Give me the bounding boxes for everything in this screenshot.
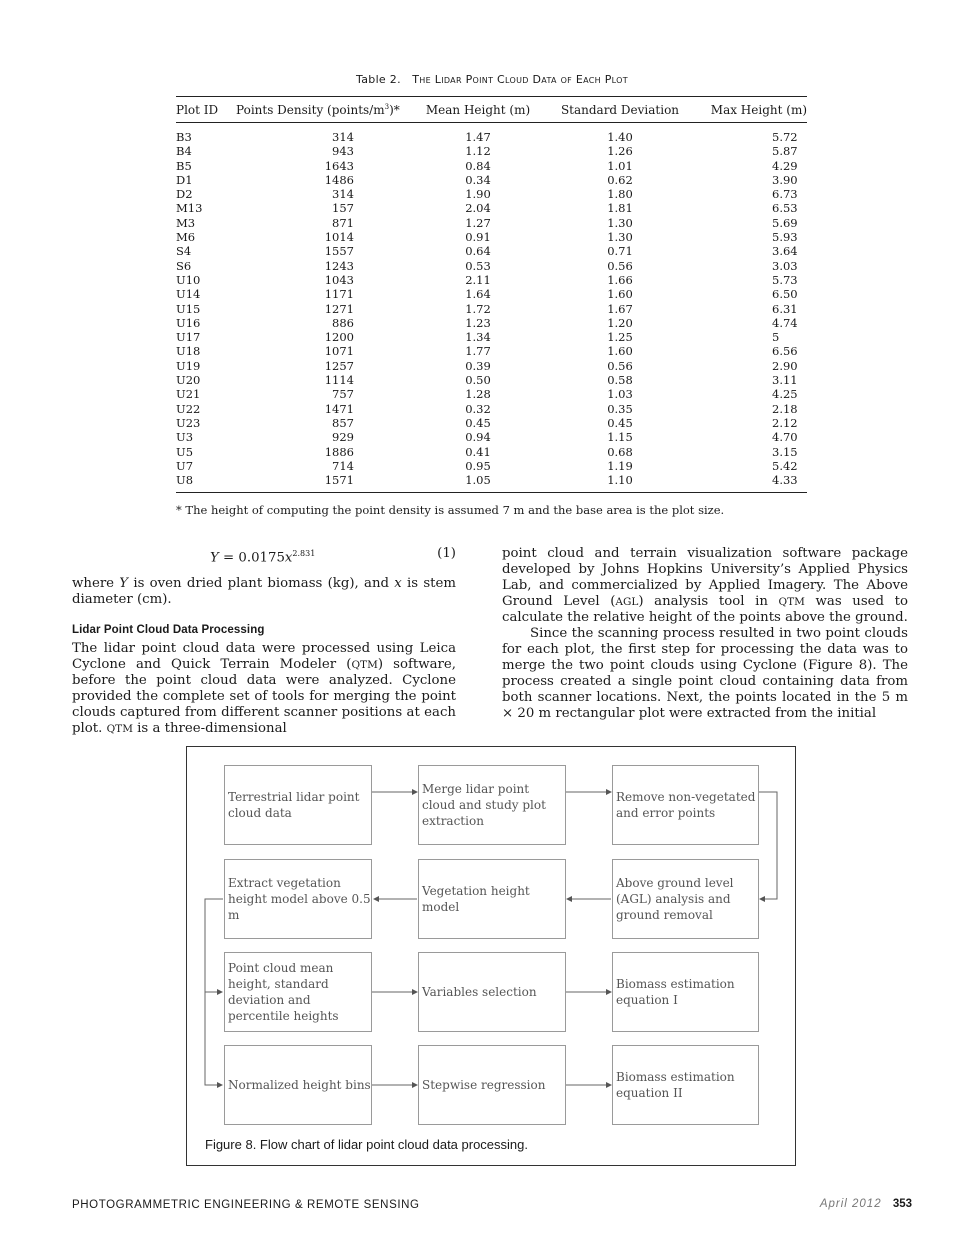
table-row	[176, 473, 807, 493]
cell-density: 1014	[324, 230, 354, 245]
cell-sd: 0.62	[607, 172, 633, 187]
cell-mean-height: 1.64	[465, 287, 491, 302]
table-row	[176, 216, 807, 230]
cell-mean-height: 0.64	[465, 244, 491, 259]
table-row	[176, 302, 807, 316]
table-row	[176, 430, 807, 444]
cell-max-height: 5.87	[772, 144, 798, 159]
journal-name: PHOTOGRAMMETRIC ENGINEERING & REMOTE SENSING	[72, 1199, 420, 1211]
cell-density: 1171	[324, 287, 354, 302]
table-caption	[0, 73, 960, 86]
cell-max-height: 3.11	[772, 373, 798, 388]
cell-mean-height: 1.77	[465, 344, 491, 359]
arrow-b3-b6	[758, 792, 777, 899]
cell-max-height: 6.56	[772, 344, 798, 359]
cell-density: 1886	[324, 444, 354, 459]
cell-max-height: 4.29	[772, 158, 798, 173]
left-column	[72, 546, 456, 737]
table-body	[176, 123, 807, 493]
cell-sd: 1.80	[607, 187, 633, 202]
cell-sd: 1.40	[607, 130, 633, 144]
cell-sd: 0.56	[607, 258, 633, 273]
cell-mean-height: 1.12	[465, 144, 491, 159]
cell-density: 929	[332, 430, 354, 445]
cell-plot-id: U16	[176, 315, 201, 330]
table-row	[176, 230, 807, 244]
cell-density: 1557	[324, 244, 354, 259]
cell-max-height: 4.74	[772, 315, 798, 330]
cell-plot-id: U14	[176, 287, 201, 302]
where-paragraph: where Y is oven dried plant biomass (kg), and x is stem diameter (cm).	[72, 576, 456, 607]
table-row	[176, 173, 807, 187]
cell-plot-id: D2	[176, 187, 193, 202]
software-paragraph: point cloud and terrain visualization software package developed by Johns Hopkins University’s Applied Physics Lab, and commercialized by Applied Imagery. The Above Ground Level (AGL) analysis tool in QTM was used to calculate the relative height of the points above the ground.	[502, 546, 908, 625]
cell-plot-id: U18	[176, 344, 201, 359]
table-row	[176, 259, 807, 273]
cell-sd: 0.35	[607, 401, 633, 416]
cell-sd: 1.15	[607, 430, 633, 445]
cell-density: 757	[332, 387, 354, 402]
cell-density: 1471	[324, 401, 354, 416]
cell-density: 1243	[324, 258, 354, 273]
cell-plot-id: U17	[176, 330, 201, 345]
cell-mean-height: 1.72	[465, 301, 491, 316]
table-row	[176, 359, 807, 373]
cell-plot-id: U3	[176, 430, 194, 445]
cell-sd: 1.67	[607, 301, 633, 316]
cell-density: 1571	[236, 473, 416, 493]
flow-box-stepwise: Stepwise regression	[418, 1045, 566, 1125]
table-row	[176, 316, 807, 330]
cell-mean-height: 0.41	[465, 444, 491, 459]
processing-paragraph: The lidar point cloud data were processed using Leica Cyclone and Quick Terrain Modeler (QTM) software, before the point cloud data were analyzed. Cyclone provided the complete set of tools for merging the point clouds captured from different scanner positions at each plot. QTM is a three-dimensional	[72, 641, 456, 736]
cell-mean-height: 0.39	[465, 358, 491, 373]
cell-mean-height: 1.34	[465, 330, 491, 345]
cell-density: 714	[332, 458, 354, 473]
cell-plot-id: S4	[176, 244, 192, 259]
cell-max-height: 5.93	[772, 230, 798, 245]
cell-max-height: 2.90	[772, 358, 798, 373]
cell-max-height: 6.73	[772, 187, 798, 202]
header-standard-deviation: Standard Deviation	[540, 97, 700, 123]
cell-sd: 0.68	[607, 444, 633, 459]
table-row	[176, 159, 807, 173]
flow-box-biomass-eq2: Biomass estimation equation II	[612, 1045, 759, 1125]
cell-max-height: 4.33	[700, 473, 807, 493]
cell-max-height: 4.70	[772, 430, 798, 445]
flow-box-height-bins: Normalized height bins	[224, 1045, 372, 1125]
cell-max-height: 5.72	[772, 130, 798, 144]
cell-plot-id: U7	[176, 458, 194, 473]
page-info	[820, 1198, 912, 1210]
table-row	[176, 344, 807, 358]
cell-mean-height: 1.23	[465, 315, 491, 330]
figure-caption: Figure 8. Flow chart of lidar point cloud data processing.	[205, 1137, 529, 1152]
cell-sd: 1.19	[607, 458, 633, 473]
table-row	[176, 123, 807, 145]
cell-plot-id: U10	[176, 272, 201, 287]
cell-plot-id: U8	[176, 473, 236, 493]
cell-mean-height: 0.94	[465, 430, 491, 445]
cell-sd: 1.30	[607, 215, 633, 230]
cell-sd: 1.66	[607, 272, 633, 287]
cell-density: 1486	[324, 172, 354, 187]
flow-box-merge: Merge lidar point cloud and study plot extraction	[418, 765, 566, 845]
cell-sd: 1.03	[607, 387, 633, 402]
flow-box-point-stats: Point cloud mean height, standard deviation and percentile heights	[224, 952, 372, 1032]
cell-density: 943	[332, 144, 354, 159]
flow-box-variables-selection: Variables selection	[418, 952, 566, 1032]
cell-sd: 1.10	[540, 473, 700, 493]
cell-max-height: 2.18	[772, 401, 798, 416]
cell-sd: 1.01	[607, 158, 633, 173]
cell-plot-id: M6	[176, 230, 196, 245]
cell-sd: 1.60	[607, 344, 633, 359]
table-row	[176, 387, 807, 401]
equation-number: (1)	[437, 546, 456, 561]
cell-mean-height: 1.28	[465, 387, 491, 402]
cell-max-height: 3.90	[772, 172, 798, 187]
cell-plot-id: U15	[176, 301, 201, 316]
header-points-density: Points Density $(points/m^3)*$	[236, 97, 416, 123]
cell-max-height: 6.50	[772, 287, 798, 302]
arrow-b4-b7	[205, 899, 223, 992]
table-row	[176, 373, 807, 387]
cell-density: 1257	[324, 358, 354, 373]
cell-density: 1271	[324, 301, 354, 316]
cell-mean-height: 0.34	[465, 172, 491, 187]
equation-1	[72, 546, 456, 568]
flowchart-figure	[186, 746, 796, 1166]
cell-mean-height: 0.84	[465, 158, 491, 173]
header-max-height: Max Height (m)	[700, 97, 807, 123]
flow-box-remove-nonveg: Remove non-vegetated and error points	[612, 765, 759, 845]
table-title: The Lidar Point Cloud Data of Each Plot	[412, 73, 628, 86]
table-row	[176, 144, 807, 158]
merge-paragraph: Since the scanning process resulted in two point clouds for each plot, the first step for processing the data was to merge the two point clouds using Cyclone (Figure 8). The process created a single point cloud containing data from both scanner locations. Next, the points located in the 5 m × 20 m rectangular plot were extracted from the initial	[502, 626, 908, 721]
section-heading: Lidar Point Cloud Data Processing	[72, 624, 265, 636]
cell-density: 1114	[324, 373, 354, 388]
cell-plot-id: M13	[176, 201, 203, 216]
cell-mean-height: 1.05	[416, 473, 540, 493]
cell-plot-id: D1	[176, 172, 193, 187]
issue-date: April 2012	[819, 1198, 882, 1210]
cell-sd: 1.60	[607, 287, 633, 302]
equation-body: $Y = 0.0175x^{2.831}$	[210, 549, 316, 566]
table-footnote: * The height of computing the point density is assumed 7 m and the base area is the plot size.	[176, 503, 725, 517]
table-label: Table 2.	[356, 73, 401, 86]
cell-mean-height: 0.95	[465, 458, 491, 473]
cell-plot-id: U5	[176, 444, 194, 459]
cell-density: 157	[332, 201, 354, 216]
cell-density: 1043	[324, 272, 354, 287]
flow-box-vegetation-model: Vegetation height model	[418, 859, 566, 939]
table-row	[176, 459, 807, 473]
cell-density: 857	[332, 415, 354, 430]
page-number: 353	[892, 1198, 912, 1210]
cell-max-height: 4.25	[772, 387, 798, 402]
flow-box-lidar-data: Terrestrial lidar point cloud data	[224, 765, 372, 845]
cell-sd: 0.71	[607, 244, 633, 259]
cell-mean-height: 0.32	[465, 401, 491, 416]
table-row	[176, 330, 807, 344]
cell-density: 1643	[324, 158, 354, 173]
cell-mean-height: 1.47	[465, 130, 491, 144]
table-row	[176, 201, 807, 215]
cell-max-height: 5	[772, 330, 780, 345]
table-row	[176, 402, 807, 416]
cell-mean-height: 1.90	[465, 187, 491, 202]
flow-box-extract-height: Extract vegetation height model above 0.5 m	[224, 859, 372, 939]
cell-mean-height: 1.27	[465, 215, 491, 230]
cell-plot-id: U23	[176, 415, 201, 430]
cell-mean-height: 2.04	[465, 201, 491, 216]
cell-max-height: 5.69	[772, 215, 798, 230]
cell-density: 1071	[324, 344, 354, 359]
cell-max-height: 5.42	[772, 458, 798, 473]
cell-plot-id: U20	[176, 373, 201, 388]
cell-max-height: 6.31	[772, 301, 798, 316]
cell-mean-height: 0.91	[465, 230, 491, 245]
cell-plot-id: U21	[176, 387, 201, 402]
table-row	[176, 445, 807, 459]
cell-density: 314	[332, 130, 354, 144]
header-mean-height: Mean Height (m)	[416, 97, 540, 123]
table-row	[176, 244, 807, 258]
cell-plot-id: M3	[176, 215, 196, 230]
table-row	[176, 273, 807, 287]
cell-plot-id: U22	[176, 401, 201, 416]
cell-plot-id: B4	[176, 144, 192, 159]
arrow-b4-b10	[205, 992, 222, 1085]
flow-box-biomass-eq1: Biomass estimation equation I	[612, 952, 759, 1032]
cell-sd: 1.25	[607, 330, 633, 345]
cell-sd: 0.45	[607, 415, 633, 430]
cell-mean-height: 0.50	[465, 373, 491, 388]
cell-density: 871	[332, 215, 354, 230]
cell-mean-height: 0.53	[465, 258, 491, 273]
table-row	[176, 287, 807, 301]
cell-sd: 1.30	[607, 230, 633, 245]
cell-max-height: 3.03	[772, 258, 798, 273]
cell-max-height: 6.53	[772, 201, 798, 216]
cell-plot-id: B5	[176, 158, 192, 173]
cell-mean-height: 2.11	[465, 272, 491, 287]
cell-max-height: 2.12	[772, 415, 798, 430]
cell-density: 1200	[324, 330, 354, 345]
cell-max-height: 5.73	[772, 272, 798, 287]
cell-sd: 0.56	[607, 358, 633, 373]
header-plot-id: Plot ID	[176, 97, 236, 123]
flow-box-agl-analysis: Above ground level (AGL) analysis and ground removal	[612, 859, 759, 939]
cell-plot-id: U19	[176, 358, 201, 373]
cell-mean-height: 0.45	[465, 415, 491, 430]
cell-max-height: 3.64	[772, 244, 798, 259]
cell-sd: 0.58	[607, 373, 633, 388]
table-row	[176, 187, 807, 201]
cell-sd: 1.20	[607, 315, 633, 330]
cell-plot-id: S6	[176, 258, 192, 273]
right-column	[502, 546, 908, 722]
cell-plot-id: B3	[176, 130, 192, 144]
cell-density: 314	[332, 187, 354, 202]
cell-density: 886	[332, 315, 354, 330]
table-row	[176, 416, 807, 430]
lidar-data-table	[176, 96, 807, 493]
cell-max-height: 3.15	[772, 444, 798, 459]
cell-sd: 1.26	[607, 144, 633, 159]
cell-sd: 1.81	[607, 201, 633, 216]
